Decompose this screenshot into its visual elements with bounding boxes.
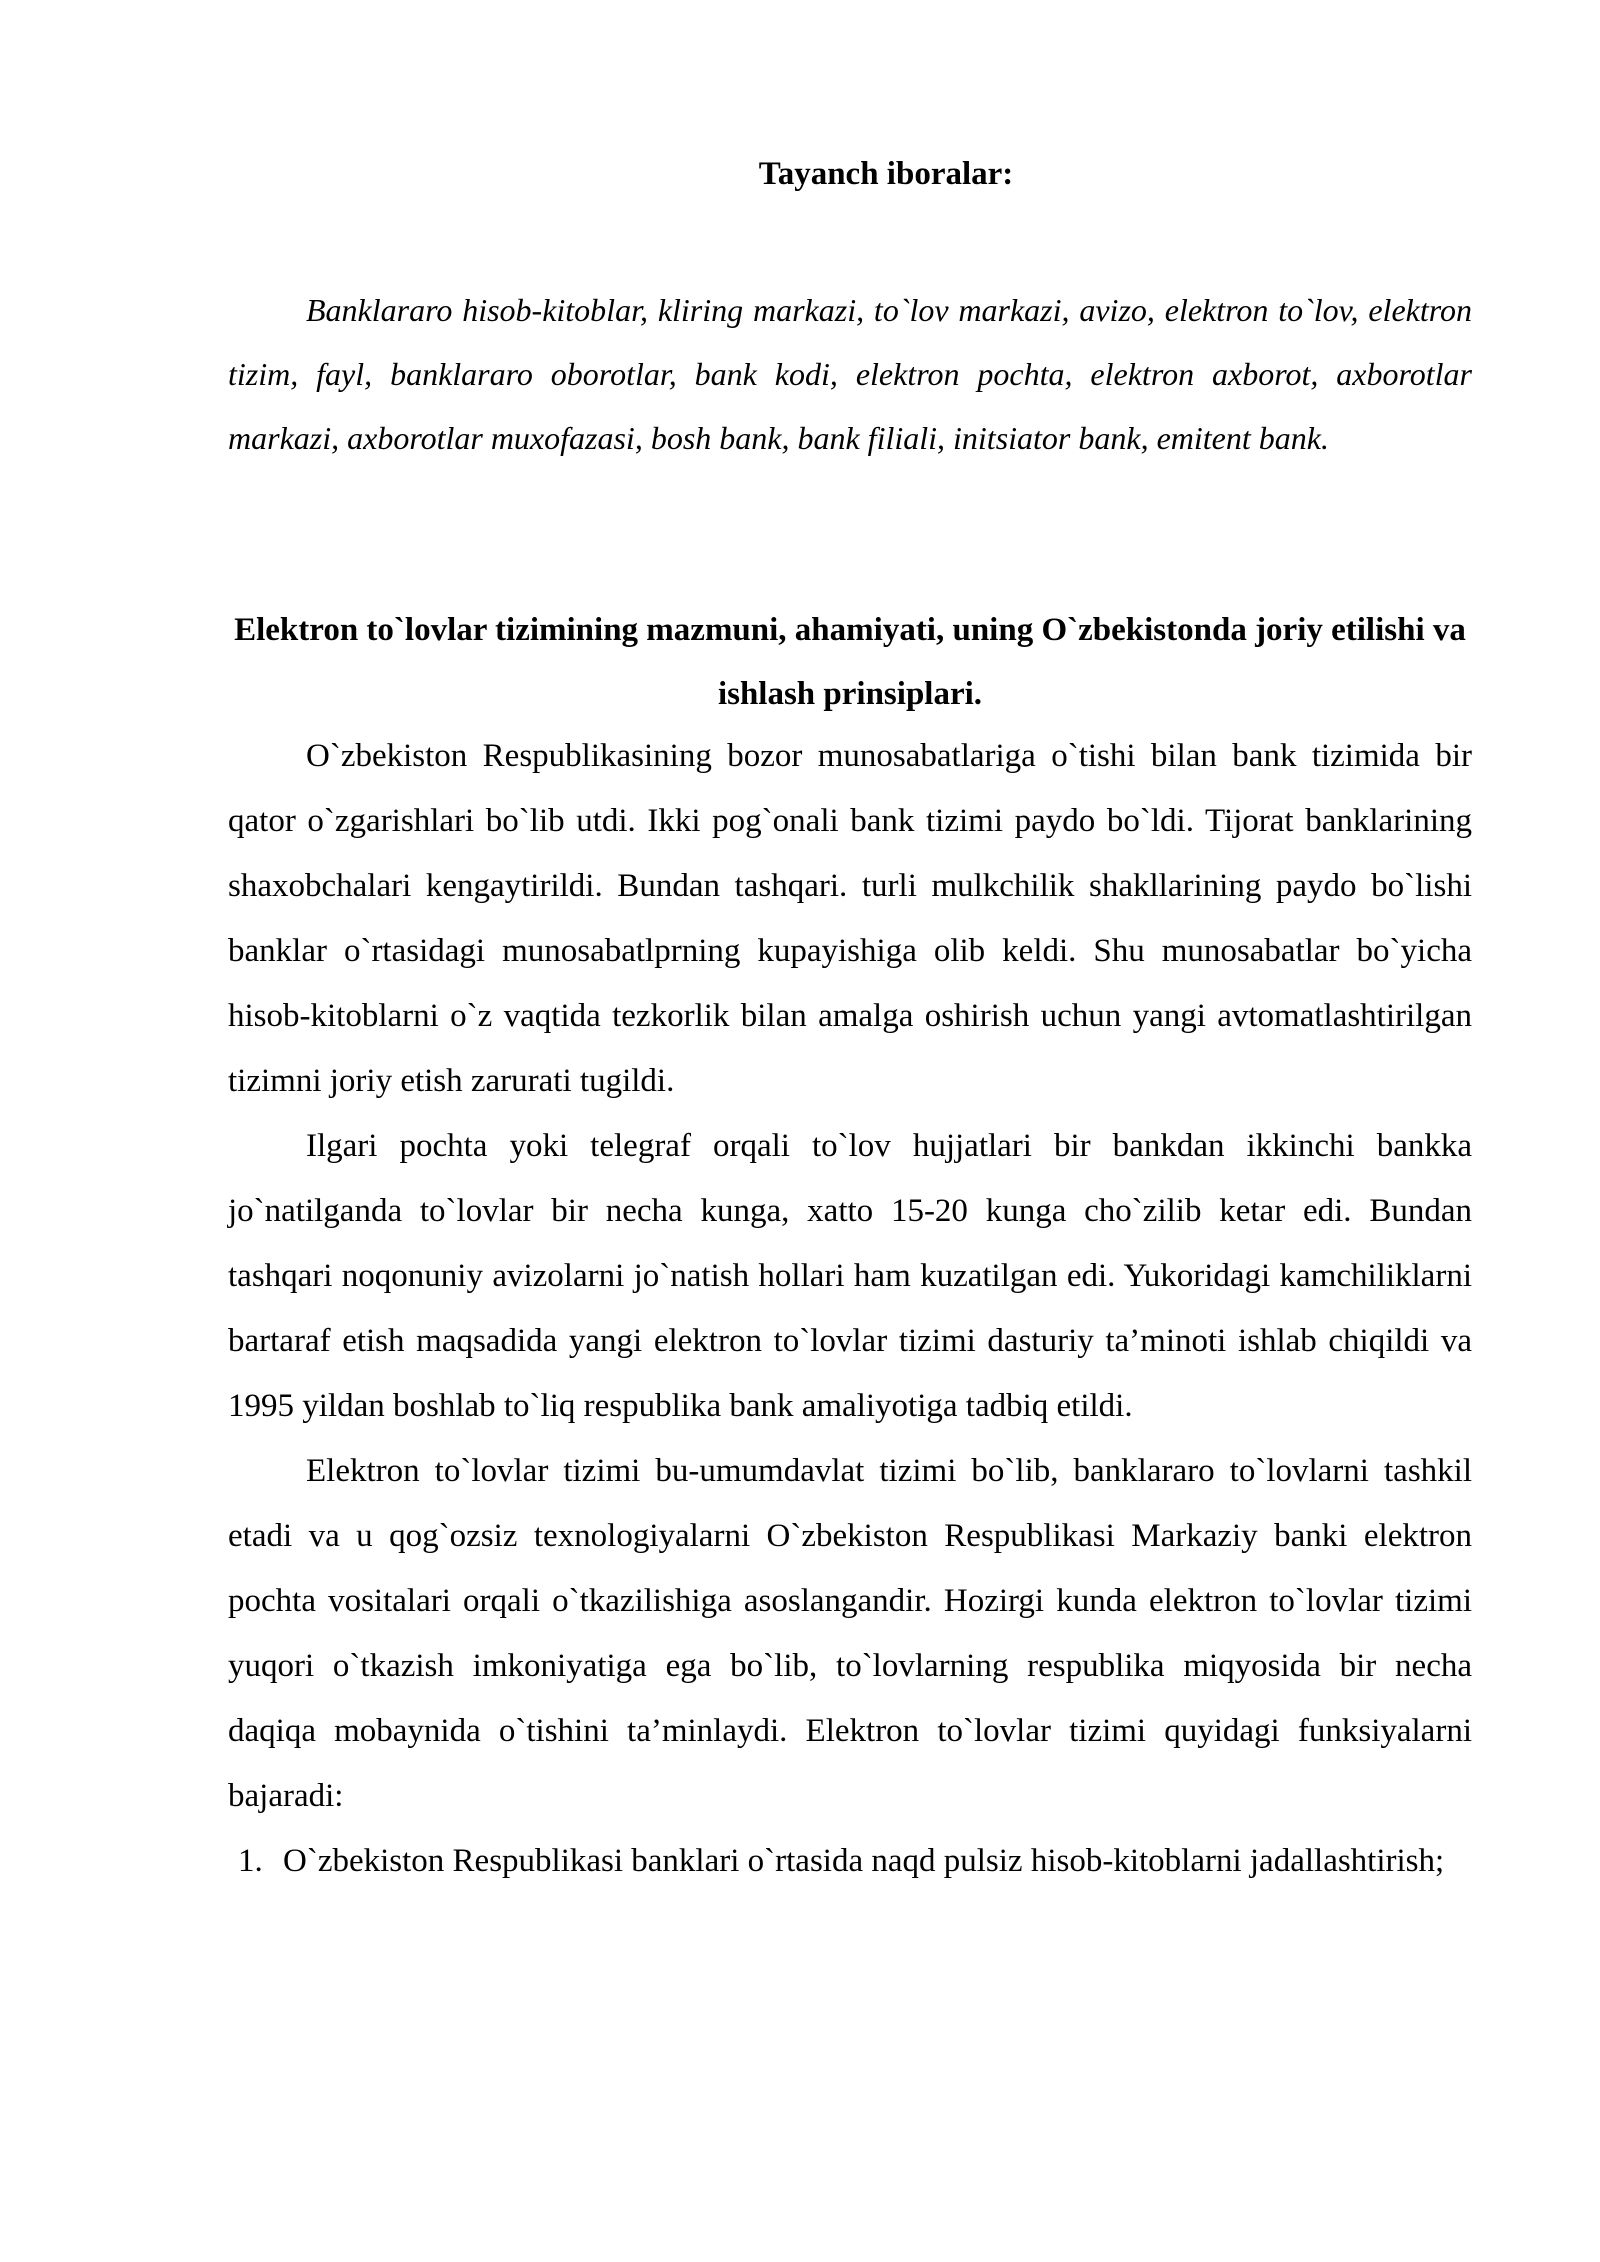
list-item-text: O`zbekiston Respublikasi banklari o`rtasida naqd pulsiz hisob-kitoblarni jadallashtirish; — [283, 1843, 1445, 1879]
document-page — [228, 0, 1472, 2262]
paragraph: Ilgari pochta yoki telegraf orqali to`lov hujjatlari bir bankdan ikkinchi bankka jo`natilganda to`lovlar bir necha kunga, xatto 15-20 kunga cho`zilib ketar edi. Bundan tashqari noqonuniy avizolarni jo`natish hollari ham kuzatilgan edi. Yukoridagi kamchiliklarni bartaraf etish maqsadida yangi elektron to`lovlar tizimi dasturiy ta’minoti ishlab chiqildi va 1995 yildan boshlab to`liq respublika bank amaliyotiga tadbiq etildi. — [228, 1128, 1472, 1424]
keywords-heading: Tayanch iboralar: — [758, 156, 1014, 192]
list-item-number: 1. — [238, 1843, 263, 1879]
keywords-text: Banklararo hisob-kitoblar, kliring markazi, to`lov markazi, avizo, elektron to`lov, elektron tizim, fayl, banklararo oborotlar, bank kodi, elektron pochta, elektron axborot, axborotlar markazi, axborotlar muxofazasi, bosh bank, bank filiali, initsiator bank, emitent bank. — [228, 292, 1472, 456]
list-item — [228, 1829, 1472, 1894]
paragraph: Elektron to`lovlar tizimi bu-umumdavlat tizimi bo`lib, banklararo to`lovlarni tashkil etadi va u qog`ozsiz texnologiyalarni O`zbekiston Respublikasi Markaziy banki elektron pochta vositalari orqali o`tkazilishiga asoslangandir. Hozirgi kunda elektron to`lovlar tizimi yuqori o`tkazish imkoniyatiga ega bo`lib, to`lovlarning respublika miqyosida bir necha daqiqa mobaynida o`tishini ta’minlaydi. Elektron to`lovlar tizimi quyidagi funksiyalarni bajaradi: — [228, 1453, 1472, 1814]
paragraph: O`zbekiston Respublikasining bozor munosabatlariga o`tishi bilan bank tizimida bir qator o`zgarishlari bo`lib utdi. Ikki pog`onali bank tizimi paydo bo`ldi. Tijorat banklarining shaxobchalari kengaytirildi. Bundan tashqari. turli mulkchilik shakllarining paydo bo`lishi banklar o`rtasidagi munosabatlprning kupayishiga olib keldi. Shu munosabatlar bo`yicha hisob-kitoblarni o`z vaqtida tezkorlik bilan amalga oshirish uchun yangi avtomatlashtirilgan tizimni joriy etish zarurati tugildi. — [228, 738, 1472, 1099]
section-title: Elektron to`lovlar tizimining mazmuni, ahamiyati, uning O`zbekistonda joriy etilishi va ishlash prinsiplari. — [234, 612, 1466, 712]
body-text — [228, 724, 1472, 1894]
function-list — [228, 1829, 1472, 1894]
